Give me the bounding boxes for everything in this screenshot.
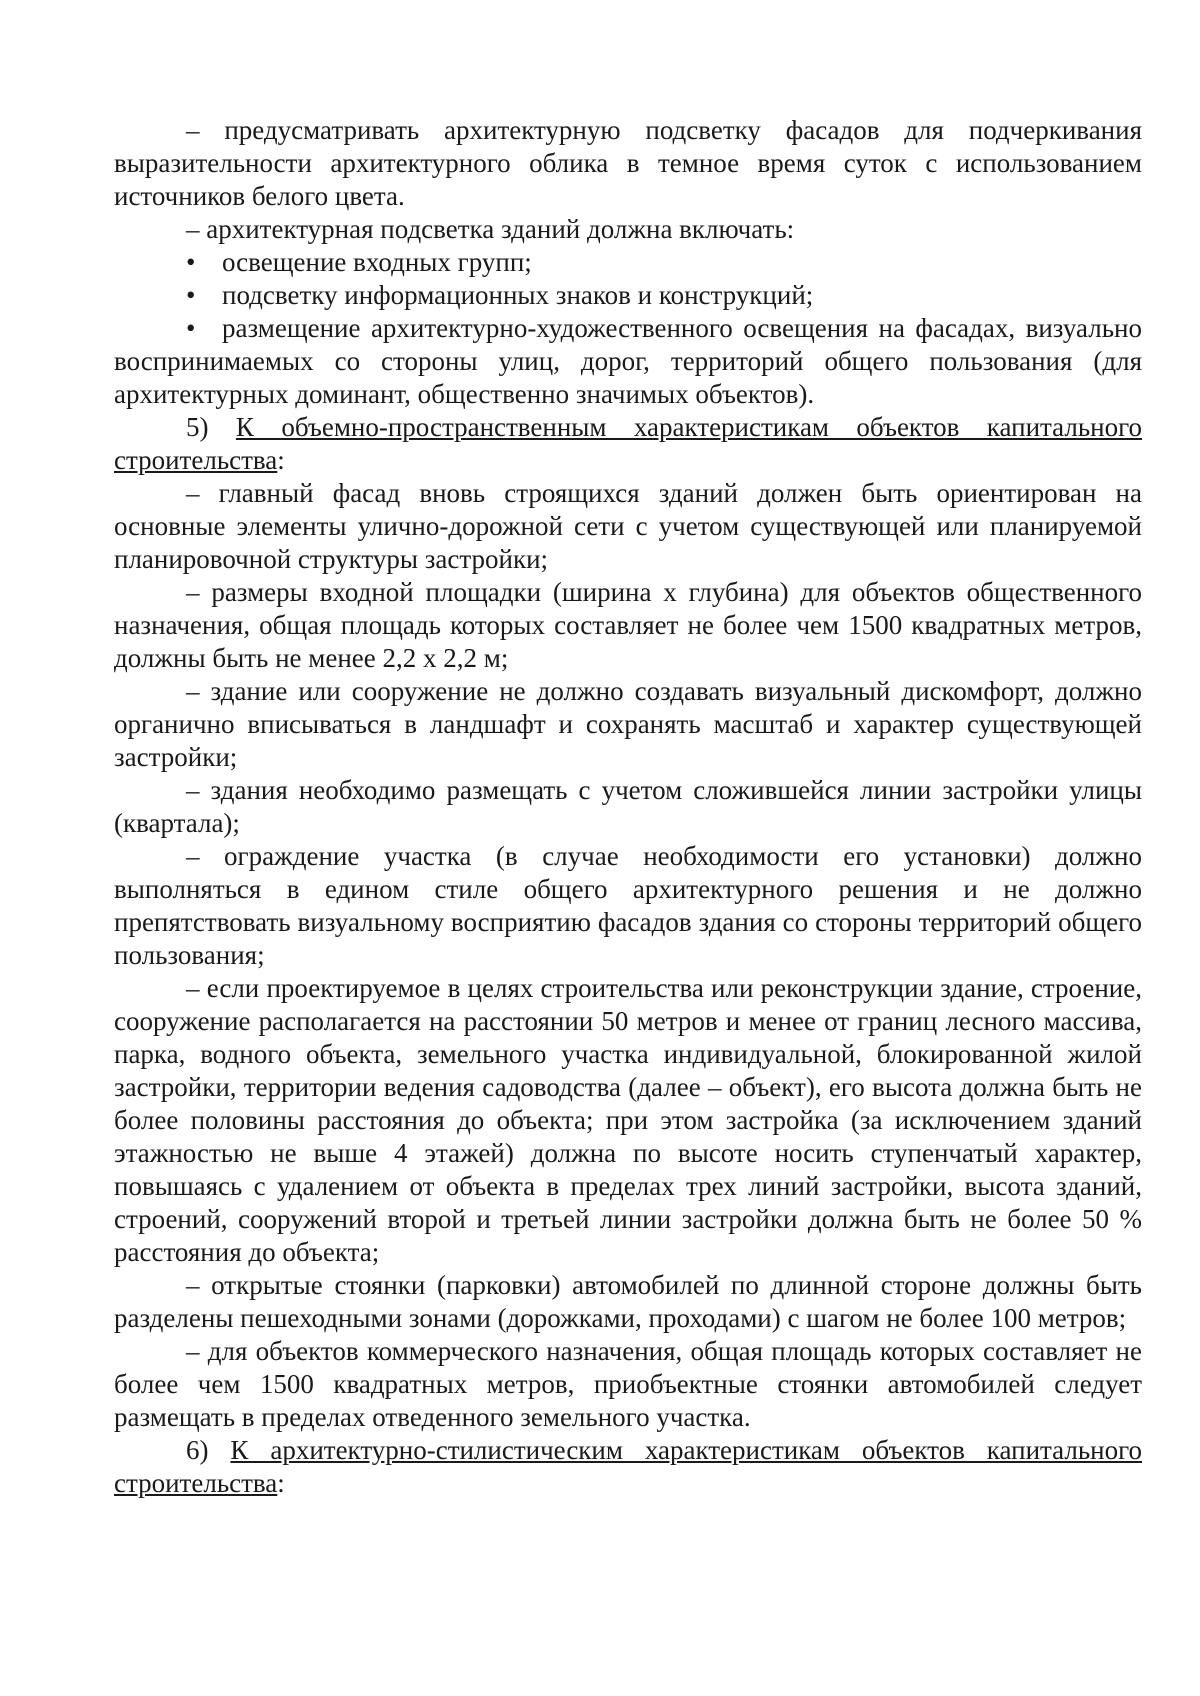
bullet-icon: • [186, 247, 196, 277]
list-item-text: освещение входных групп; [222, 247, 532, 277]
list-item-text: подсветку информационных знаков и конструкций; [222, 280, 814, 310]
paragraph-main-facade: – главный фасад вновь строящихся зданий должен быть ориентирован на основные элементы улично-дорожной сети с учетом существующей или планируемой планировочной структуры застройки; [114, 478, 1142, 574]
heading-colon: : [277, 1468, 285, 1498]
list-item [114, 279, 1142, 312]
paragraph-visual-comfort: – здание или сооружение не должно создавать визуальный дискомфорт, должно органично вписываться в ландшафт и сохранять масштаб и характер существующей застройки; [114, 676, 1142, 772]
paragraph-height-limit: – если проектируемое в целях строительства или реконструкции здание, строение, сооружение располагается на расстоянии 50 метров и менее от границ лесного массива, парка, водного объекта, земельного участка индивидуальной, блокированной жилой застройки, территории ведения садоводства (далее – объект), его высота должна быть не более половины расстояния до объекта; при этом застройка (за исключением зданий этажностью не выше 4 этажей) должна по высоте носить ступенчатый характер, повышаясь с удалением от объекта в пределах трех линий застройки, высота зданий, строений, сооружений второй и третьей линии застройки должна быть не более 50 % расстояния до объекта; [114, 973, 1142, 1267]
section-heading-6 [114, 1434, 1142, 1500]
paragraph-commercial-parking: – для объектов коммерческого назначения, общая площадь которых составляет не более чем 1500 квадратных метров, приобъектные стоянки автомобилей следует размещать в пределах отведенного земельного участка. [114, 1336, 1142, 1432]
list-item [114, 246, 1142, 279]
bullet-icon: • [186, 313, 196, 343]
section-title: К архитектурно-стилистическим характеристикам объектов капитального строительства [114, 1435, 1143, 1498]
bullet-icon: • [186, 280, 196, 310]
section-heading-5 [114, 411, 1142, 477]
list-item [114, 312, 1142, 411]
paragraph-fencing: – ограждение участка (в случае необходимости его установки) должно выполняться в едином стиле общего архитектурного решения и не должно препятствовать визуальному восприятию фасадов здания со стороны территорий общего пользования; [114, 841, 1142, 970]
document-page [114, 114, 1142, 1500]
paragraph-building-line: – здания необходимо размещать с учетом сложившейся линии застройки улицы (квартала); [114, 775, 1142, 838]
paragraph-lighting-includes: – архитектурная подсветка зданий должна включать: [186, 214, 795, 244]
paragraph-entrance-size: – размеры входной площадки (ширина х глубина) для объектов общественного назначения, общая площадь которых составляет не более чем 1500 квадратных метров, должны быть не менее 2,2 х 2,2 м; [114, 577, 1142, 673]
section-title: К объемно-пространственным характеристикам объектов капитального строительства [114, 412, 1143, 475]
paragraph-facade-lighting: – предусматривать архитектурную подсветку фасадов для подчеркивания выразительности архитектурного облика в темное время суток с использованием источников белого цвета. [114, 115, 1142, 211]
list-item-text: размещение архитектурно-художественного освещения на фасадах, визуально воспринимаемых со стороны улиц, дорог, территорий общего пользования (для архитектурных доминант, общественно значимых объектов). [114, 313, 1142, 409]
section-number: 6) [186, 1435, 209, 1465]
section-number: 5) [186, 412, 209, 442]
paragraph-parking-zones: – открытые стоянки (парковки) автомобилей по длинной стороне должны быть разделены пешеходными зонами (дорожками, проходами) с шагом не более 100 метров; [114, 1270, 1142, 1333]
heading-colon: : [277, 445, 285, 475]
